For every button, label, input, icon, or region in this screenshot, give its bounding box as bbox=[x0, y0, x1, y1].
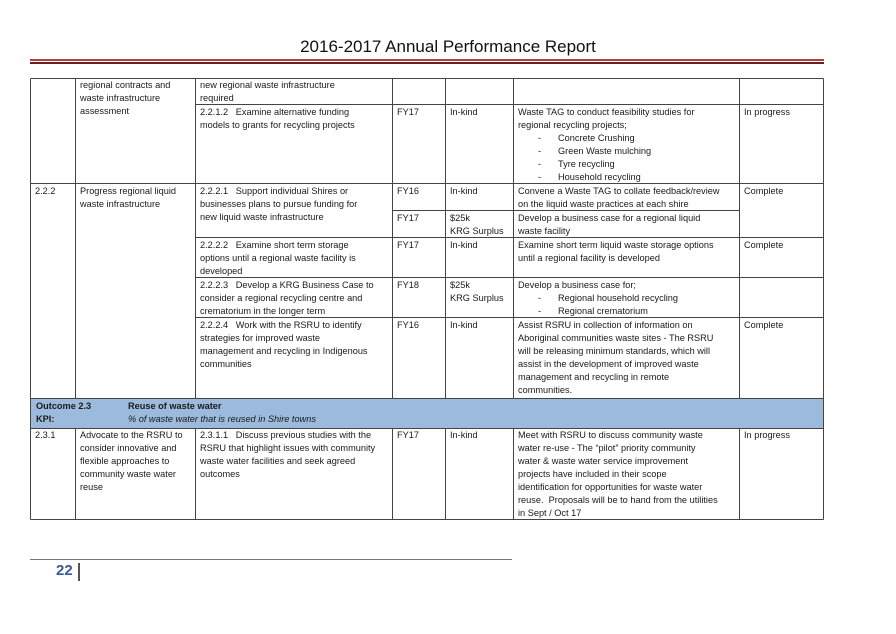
budget-cell: In-kind bbox=[450, 107, 478, 117]
bullet-item: - Household recycling bbox=[518, 171, 651, 184]
number-cell: 2.2.2 bbox=[35, 186, 56, 196]
budget-cell: In-kind bbox=[450, 240, 478, 250]
budget-cell: In-kind bbox=[450, 186, 478, 196]
fy-cell: FY18 bbox=[397, 280, 419, 290]
action-cell: 2.2.2.4 Work with the RSRU to identify strategies for improved waste management and recycling in Indigenous communities bbox=[200, 320, 368, 369]
number-cell: 2.3.1 bbox=[35, 430, 56, 440]
status-cell: In progress bbox=[744, 107, 790, 117]
outcome-title: Reuse of waste water bbox=[128, 401, 222, 411]
progress-cell: Assist RSRU in collection of information on Aboriginal communities waste sites - The RSRU will be releasing minimum standards, which will assist in the development of improved waste management and recycling in remote communities. bbox=[518, 320, 714, 395]
fy-cell: FY16 bbox=[397, 320, 419, 330]
progress-cell: Meet with RSRU to discuss community waste water re-use - The “pilot” priority community water & waste water service improvement projects have included in their scope identification for opportunities for waste water reuse. Proposals will be to hand from the utilities in Sept / Oct 17 bbox=[518, 430, 718, 518]
fy-cell: FY17 bbox=[397, 240, 419, 250]
page-number-divider bbox=[78, 563, 80, 581]
action-cell: 2.2.2.2 Examine short term storage options until a regional waste facility is developed bbox=[200, 240, 356, 276]
progress-cell: Convene a Waste TAG to collate feedback/review on the liquid waste practices at each shire bbox=[518, 186, 720, 209]
page-number: 22 bbox=[56, 562, 73, 579]
bullet-item: - Tyre recycling bbox=[518, 158, 651, 171]
kpi-text: % of waste water that is reused in Shire towns bbox=[128, 414, 316, 424]
budget-cell: In-kind bbox=[450, 430, 478, 440]
fy-cell: FY16 bbox=[397, 186, 419, 196]
progress-bullet-list bbox=[518, 292, 678, 318]
budget-cell: $25k KRG Surplus bbox=[450, 280, 504, 303]
status-cell: In progress bbox=[744, 430, 790, 440]
outcome-label: Outcome 2.3 bbox=[36, 401, 92, 411]
action-cell: 2.3.1.1 Discuss previous studies with the RSRU that highlight issues with community waste water facilities and seek agreed outcomes bbox=[200, 430, 376, 479]
objective-cell: regional contracts and waste infrastructure assessment bbox=[80, 80, 171, 116]
progress-cell: Examine short term liquid waste storage options until a regional facility is developed bbox=[518, 240, 714, 263]
budget-cell: In-kind bbox=[450, 320, 478, 330]
action-cell: 2.2.2.1 Support individual Shires or businesses plans to pursue funding for new liquid waste infrastructure bbox=[200, 186, 358, 222]
progress-cell: Waste TAG to conduct feasibility studies for regional recycling projects; bbox=[518, 107, 695, 130]
kpi-label: KPI: bbox=[36, 414, 55, 424]
objective-cell: Progress regional liquid waste infrastructure bbox=[80, 186, 177, 209]
action-cell: 2.2.1.2 Examine alternative funding models to grants for recycling projects bbox=[200, 107, 355, 130]
footer-rule bbox=[30, 559, 512, 560]
objective-cell: Advocate to the RSRU to consider innovative and flexible approaches to community waste water reuse bbox=[80, 430, 183, 492]
status-cell: Complete bbox=[744, 240, 784, 250]
bullet-item: - Regional household recycling bbox=[518, 292, 678, 305]
status-cell: Complete bbox=[744, 320, 784, 330]
bullet-item: - Regional crematorium bbox=[518, 305, 678, 318]
progress-bullet-list bbox=[518, 132, 651, 184]
status-cell: Complete bbox=[744, 186, 784, 196]
page-title: 2016-2017 Annual Performance Report bbox=[300, 37, 596, 56]
progress-cell: Develop a business case for; bbox=[518, 280, 636, 290]
bullet-item: - Concrete Crushing bbox=[518, 132, 651, 145]
bullet-item: - Green Waste mulching bbox=[518, 145, 651, 158]
action-cell: new regional waste infrastructure required bbox=[200, 80, 335, 103]
fy-cell: FY17 bbox=[397, 213, 419, 223]
budget-cell: $25k KRG Surplus bbox=[450, 213, 504, 236]
progress-cell: Develop a business case for a regional liquid waste facility bbox=[518, 213, 701, 236]
fy-cell: FY17 bbox=[397, 107, 419, 117]
action-cell: 2.2.2.3 Develop a KRG Business Case to consider a regional recycling centre and crematorium in the longer term bbox=[200, 280, 374, 316]
fy-cell: FY17 bbox=[397, 430, 419, 440]
